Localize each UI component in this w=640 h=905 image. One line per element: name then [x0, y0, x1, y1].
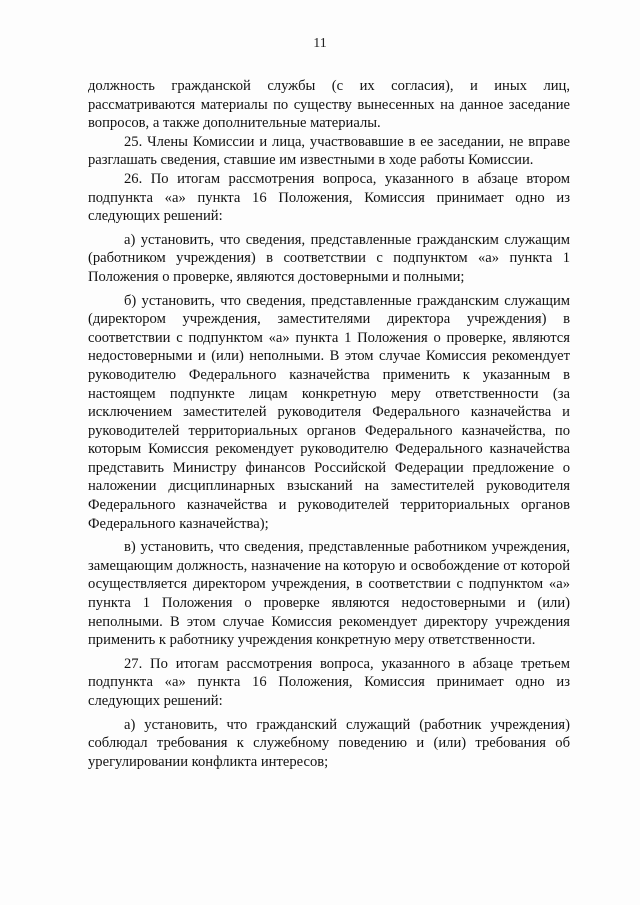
- paragraph-26-a: а) установить, что сведения, представленные гражданским служащим (работником учреждения) в соответствии с подпунктом «а» пункта 1 Положения о проверке, являются достоверными и полными;: [88, 231, 570, 285]
- paragraph-continuation: должность гражданской службы (с их согласия), и иных лиц, рассматриваются материалы по существу вынесенных на данное заседание вопросов, а также дополнительные материалы.: [88, 78, 570, 132]
- paragraph-27-a: а) установить, что гражданский служащий (работник учреждения) соблюдал требования к служебному поведению и (или) требования об урегулировании конфликта интересов;: [88, 716, 570, 770]
- paragraph-26-v: в) установить, что сведения, представленные работником учреждения, замещающим должность, назначение на которую и освобождение от которой осуществляется директором учреждения, в соответствии с подпунктом «а» пункта 1 Положения о проверке являются недостоверными и (или) неполными. В этом случае Комиссия рекомендует директору учреждения применить к работнику учреждения конкретную меру ответственности.: [88, 539, 570, 649]
- paragraph-25: 25. Члены Комиссии и лица, участвовавшие в ее заседании, не вправе разглашать сведения, ставшие им известными в ходе работы Комиссии.: [88, 133, 570, 169]
- page-number: 11: [313, 36, 327, 51]
- document-body: [88, 77, 570, 771]
- paragraph-27: 27. По итогам рассмотрения вопроса, указанного в абзаце третьем подпункта «а» пункта 16 Положения, Комиссия принимает одно из следующих решений:: [88, 655, 570, 709]
- paragraph-26: 26. По итогам рассмотрения вопроса, указанного в абзаце втором подпункта «а» пункта 16 Положения, Комиссия принимает одно из следующих решений:: [88, 170, 570, 225]
- paragraph-26-b: б) установить, что сведения, представленные гражданским служащим (директором учреждения, заместителями директора учреждения) в соответствии с подпунктом «а» пункта 1 Положения о проверке, являются недостоверными и (или) неполными. В этом случае Комиссия рекомендует руководителю Федерального казначейства применить к указанным в настоящем подпункте лицам конкретную меру ответственности (за исключением заместителей руководителя Федерального казначейства и руководителей территориальных органов Федерального казначейства, по которым Комиссия рекомендует руководителю Федерального казначейства представить Министру финансов Российской Федерации предложение о наложении дисциплинарных взысканий на заместителей руководителя Федерального казначейства и руководителей территориальных органов Федерального казначейства);: [88, 292, 570, 532]
